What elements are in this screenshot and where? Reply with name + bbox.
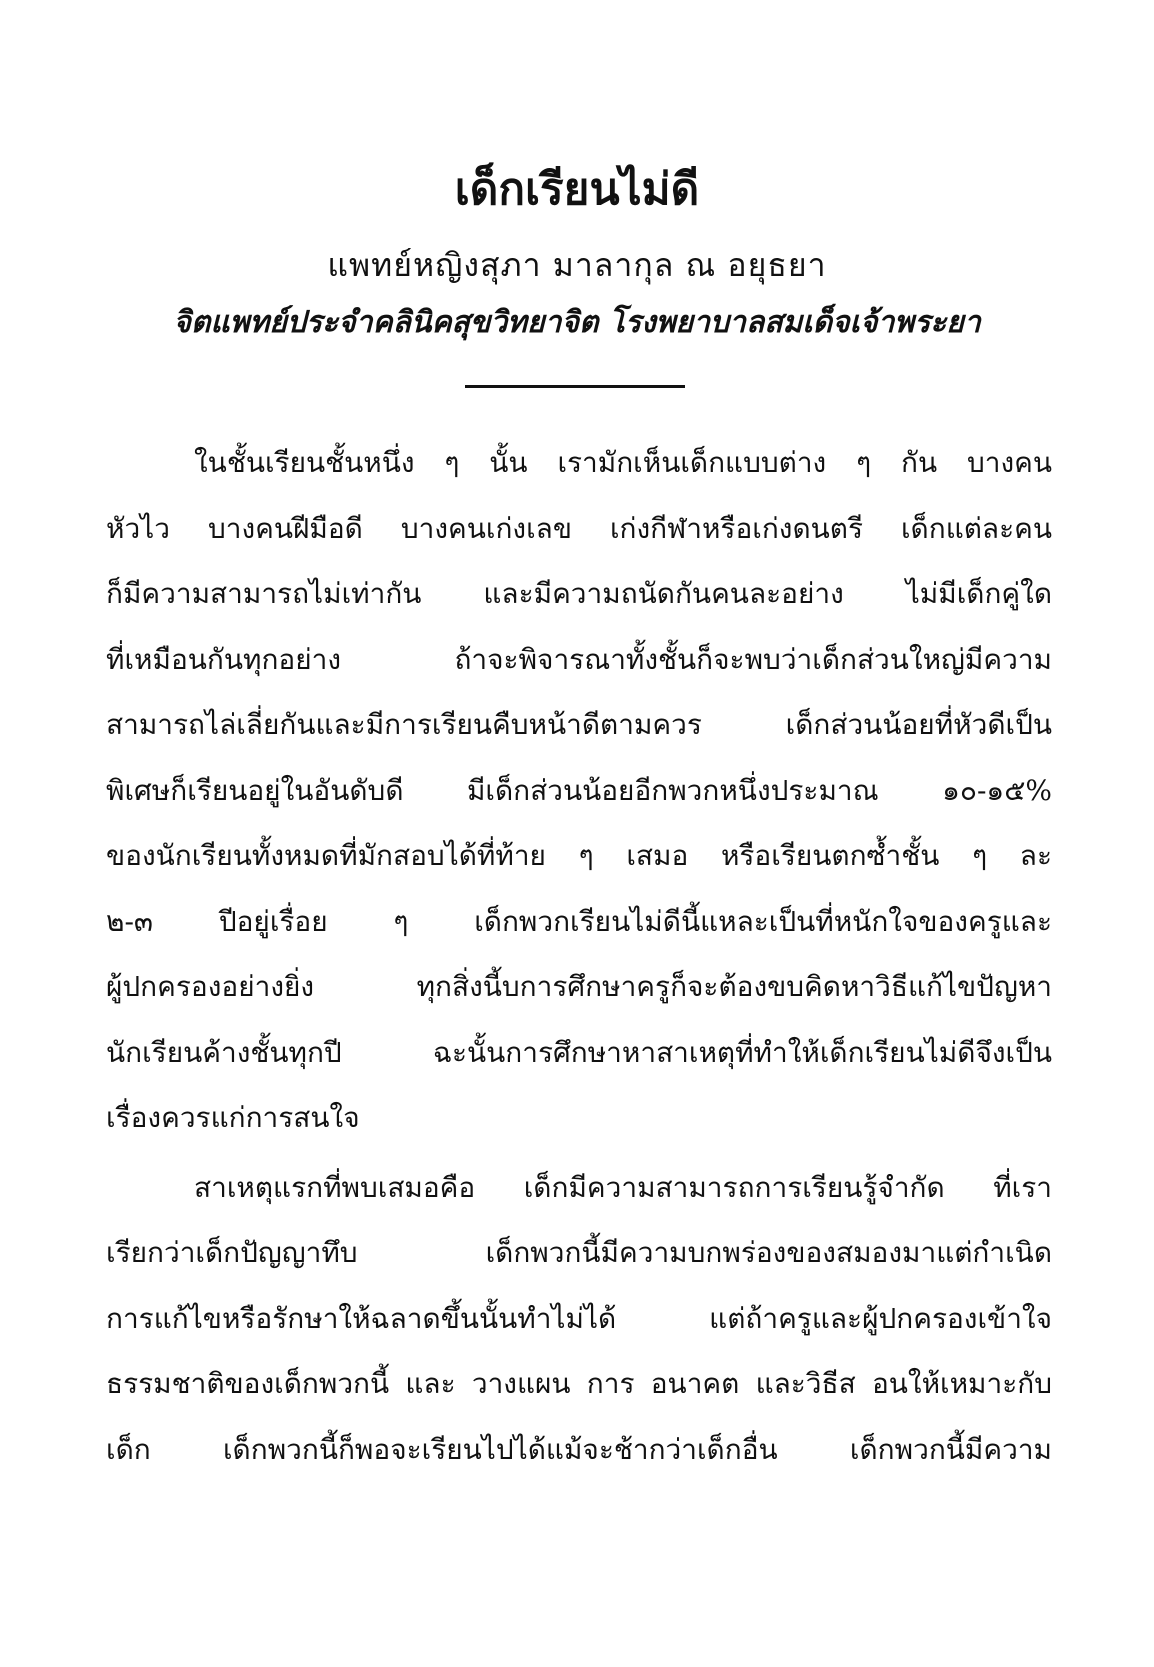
paragraph-2 [106, 1155, 1052, 1483]
text-line: การแก้ไขหรือรักษาให้ฉลาดขึ้นนั้นทำไม่ได้ แต่ถ้าครูและผู้ปกครองเข้าใจ [106, 1301, 1052, 1335]
text-line: เรียกว่าเด็กปัญญาทึบ เด็กพวกนี้มีความบกพร่องของสมองมาแต่กำเนิด [106, 1236, 1052, 1269]
text-line: เรื่องควรแก่การสนใจ [106, 1101, 360, 1134]
text-line: ก็มีความสามารถไม่เท่ากัน และมีความถนัดกันคนละอย่าง ไม่มีเด็กคู่ใด [106, 577, 1052, 610]
article-title: เด็กเรียนไม่ดี [454, 164, 700, 215]
text-line: หัวไว บางคนฝีมือดี บางคนเก่งเลข เก่งกีฬาหรือเก่งดนตรี เด็กแต่ละคน [106, 511, 1052, 545]
text-line: ในชั้นเรียนชั้นหนึ่ง ๆ นั้น เรามักเห็นเด็กแบบต่าง ๆ กัน บางคน [194, 446, 1052, 479]
paragraph-1 [106, 430, 1052, 1151]
article-body [106, 430, 1052, 1482]
text-line: นักเรียนค้างชั้นทุกปี ฉะนั้นการศึกษาหาสาเหตุที่ทำให้เด็กเรียนไม่ดีจึงเป็น [106, 1035, 1052, 1069]
author-affiliation: จิตแพทย์ประจำคลินิคสุขวิทยาจิต โรงพยาบาลสมเด็จเจ้าพระยา [173, 305, 981, 340]
text-line: ๒-๓ ปีอยู่เรื่อย ๆ เด็กพวกเรียนไม่ดีนี้แหละเป็นที่หนักใจของครูและ [106, 904, 1052, 938]
text-line: พิเศษก็เรียนอยู่ในอันดับดี มีเด็กส่วนน้อยอีกพวกหนึ่งประมาณ ๑๐-๑๕% [106, 773, 1052, 807]
text-line: สาเหตุแรกที่พบเสมอคือ เด็กมีความสามารถการเรียนรู้จำกัด ที่เรา [194, 1170, 1052, 1204]
author-name: แพทย์หญิงสุภา มาลากุล ณ อยุธยา [327, 246, 827, 284]
text-line: สามารถไล่เลี่ยกันและมีการเรียนคืบหน้าดีตามควร เด็กส่วนน้อยที่หัวดีเป็น [106, 708, 1052, 741]
text-line: ที่เหมือนกันทุกอย่าง ถ้าจะพิจารณาทั้งชั้นก็จะพบว่าเด็กส่วนใหญ่มีความ [106, 642, 1052, 676]
text-line: ธรรมชาติของเด็กพวกนี้ และ วางแผน การ อนาคต และวิธีส อนให้เหมาะกับ [106, 1367, 1052, 1400]
text-line: ผู้ปกครองอย่างยิ่ง ทุกสิ่งนี้บการศึกษาครูก็จะต้องขบคิดหาวิธีแก้ไขปัญหา [106, 970, 1052, 1003]
text-line: ของนักเรียนทั้งหมดที่มักสอบได้ที่ท้าย ๆ เสมอ หรือเรียนตกซ้ำชั้น ๆ ละ [106, 839, 1052, 872]
title-divider [465, 385, 685, 388]
text-line: เด็ก เด็กพวกนี้ก็พอจะเรียนไปได้แม้จะช้ากว่าเด็กอื่น เด็กพวกนี้มีความ [106, 1432, 1052, 1466]
